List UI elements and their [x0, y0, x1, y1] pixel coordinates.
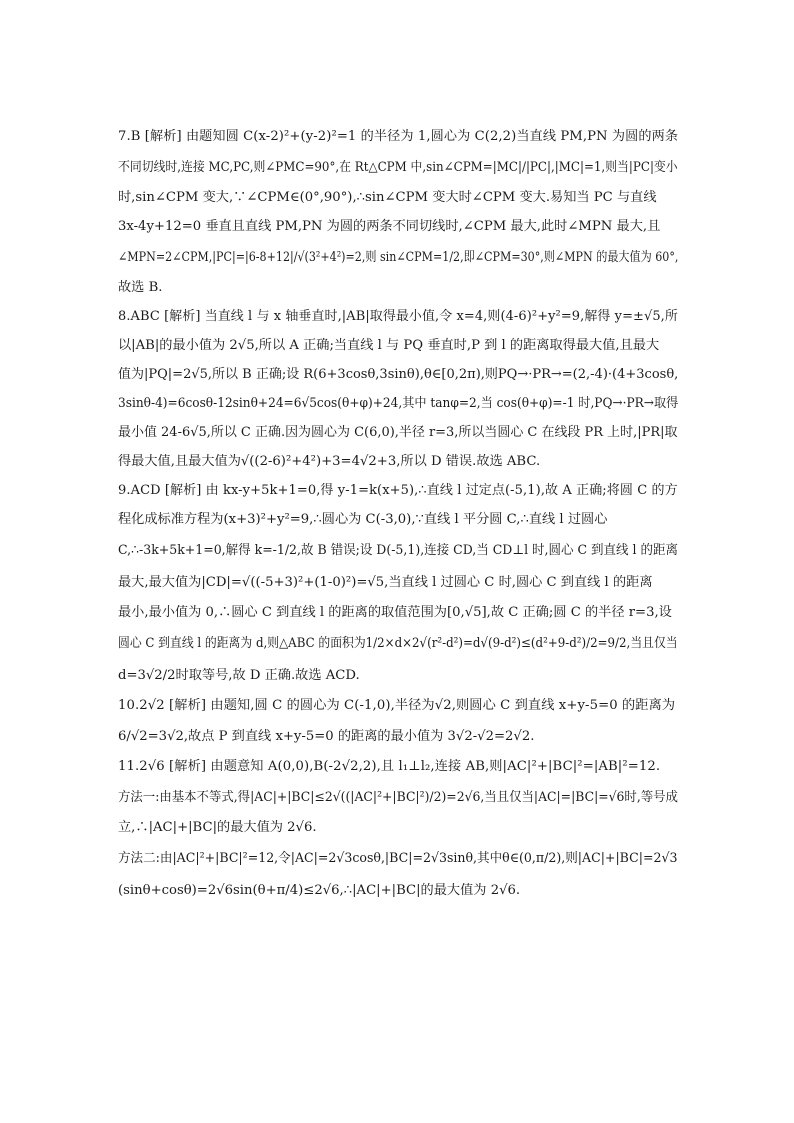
solution-11 — [118, 758, 678, 902]
solution-line: (sinθ+cosθ)=2√6sin(θ+π/4)≤2√6,∴|AC|+|BC|的最大值为 2√6. — [118, 883, 521, 898]
solution-line: 圆心 C 到直线 l 的距离为 d,则△ABC 的面积为1/2×d×2√(r²-d²)=d√(9-d²)≤(d²+9-d²)/2=9/2,当且仅当 — [118, 636, 678, 651]
solutions-content — [118, 128, 678, 912]
solution-8 — [118, 308, 678, 471]
solution-line: 8.ABC [解析] 当直线 l 与 x 轴垂直时,|AB|取得最小值,令 x=4,则(4-6)²+y²=9,解得 y=±√5,所 — [118, 309, 678, 324]
solution-line: 方法一:由基本不等式,得|AC|+|BC|≤2√((|AC|²+|BC|²)/2)=2√6,当且仅当|AC|=|BC|=√6时,等号成 — [118, 790, 678, 805]
solution-line: 程化成标准方程为(x+3)²+y²=9,∴圆心为 C(-3,0),∵直线 l 平分圆 C,∴直线 l 过圆心 — [118, 512, 608, 527]
solution-line: 7.B [解析] 由题知圆 C(x-2)²+(y-2)²=1 的半径为 1,圆心为 C(2,2)当直线 PM,PN 为圆的两条 — [118, 129, 679, 144]
solution-line: C,∴-3k+5k+1=0,解得 k=-1/2,故 B 错误;设 D(-5,1),连接 CD,当 CD⊥l 时,圆心 C 到直线 l 的距离 — [118, 543, 679, 558]
solution-line: ∠MPN=2∠CPM,|PC|=|6-8+12|/√(3²+4²)=2,则 sin∠CPM=1/2,即∠CPM=30°,则∠MPN 的最大值为 60°, — [118, 250, 679, 265]
solution-line: 故选 B. — [118, 280, 163, 295]
solution-line: 不同切线时,连接 MC,PC,则∠PMC=90°,在 Rt△CPM 中,sin∠CPM=|MC|/|PC|,|MC|=1,则当|PC|变小 — [118, 160, 678, 175]
solution-line: 最大,最大值为|CD|=√((-5+3)²+(1-0)²)=√5,当直线 l 过圆心 C 时,圆心 C 到直线 l 的距离 — [118, 575, 653, 590]
solution-7 — [118, 128, 678, 297]
solution-line: 11.2√6 [解析] 由题意知 A(0,0),B(-2√2,2),且 l₁⊥l₂,连接 AB,则|AC|²+|BC|²=|AB|²=12. — [118, 759, 661, 774]
solution-line: 最小,最小值为 0,∴圆心 C 到直线 l 的距离的取值范围为[0,√5],故 C 正确;圆 C 的半径 r=3,设 — [118, 605, 672, 620]
solution-line: 时,sin∠CPM 变大,∵∠CPM∈(0°,90°),∴sin∠CPM 变大时∠CPM 变大.易知当 PC 与直线 — [118, 190, 657, 205]
solution-line: 3sinθ-4)=6cosθ-12sinθ+24=6√5cos(θ+φ)+24,其中 tanφ=2,当 cos(θ+φ)=-1 时,PQ→·PR→取得 — [118, 396, 679, 411]
solution-line: 10.2√2 [解析] 由题知,圆 C 的圆心为 C(-1,0),半径为√2,则圆心 C 到直线 x+y-5=0 的距离为 — [118, 698, 676, 713]
solution-line: 最小值 24-6√5,所以 C 正确.因为圆心为 C(6,0),半径 r=3,所以当圆心 C 在线段 PR 上时,|PR|取 — [118, 425, 678, 440]
solution-line: 立,∴|AC|+|BC|的最大值为 2√6. — [118, 820, 317, 835]
solution-line: 方法二:由|AC|²+|BC|²=12,令|AC|=2√3cosθ,|BC|=2√3sinθ,其中θ∈(0,π/2),则|AC|+|BC|=2√3 — [118, 851, 678, 866]
solution-line: 值为|PQ|=2√5,所以 B 正确;设 R(6+3cosθ,3sinθ),θ∈[0,2π),则PQ→·PR→=(2,-4)·(4+3cosθ, — [118, 367, 679, 382]
solution-line: 6/√2=3√2,故点 P 到直线 x+y-5=0 的距离的最小值为 3√2-√2=2√2. — [118, 729, 535, 744]
solution-line: 以|AB|的最小值为 2√5,所以 A 正确;当直线 l 与 PQ 垂直时,P 到 l 的距离取得最大值,且最大 — [118, 338, 660, 353]
solution-9 — [118, 482, 678, 687]
solution-line: 3x-4y+12=0 垂直且直线 PM,PN 为圆的两条不同切线时,∠CPM 最大,此时∠MPN 最大,且 — [118, 219, 661, 234]
solution-line: d=3√2/2时取等号,故 D 正确.故选 ACD. — [118, 668, 360, 683]
solution-line: 得最大值,且最大值为√((2-6)²+4²)+3=4√2+3,所以 D 错误.故选 ABC. — [118, 454, 541, 469]
solution-line: 9.ACD [解析] 由 kx-y+5k+1=0,得 y-1=k(x+5),∴直线 l 过定点(-5,1),故 A 正确;将圆 C 的方 — [118, 483, 678, 498]
solution-10 — [118, 697, 678, 748]
